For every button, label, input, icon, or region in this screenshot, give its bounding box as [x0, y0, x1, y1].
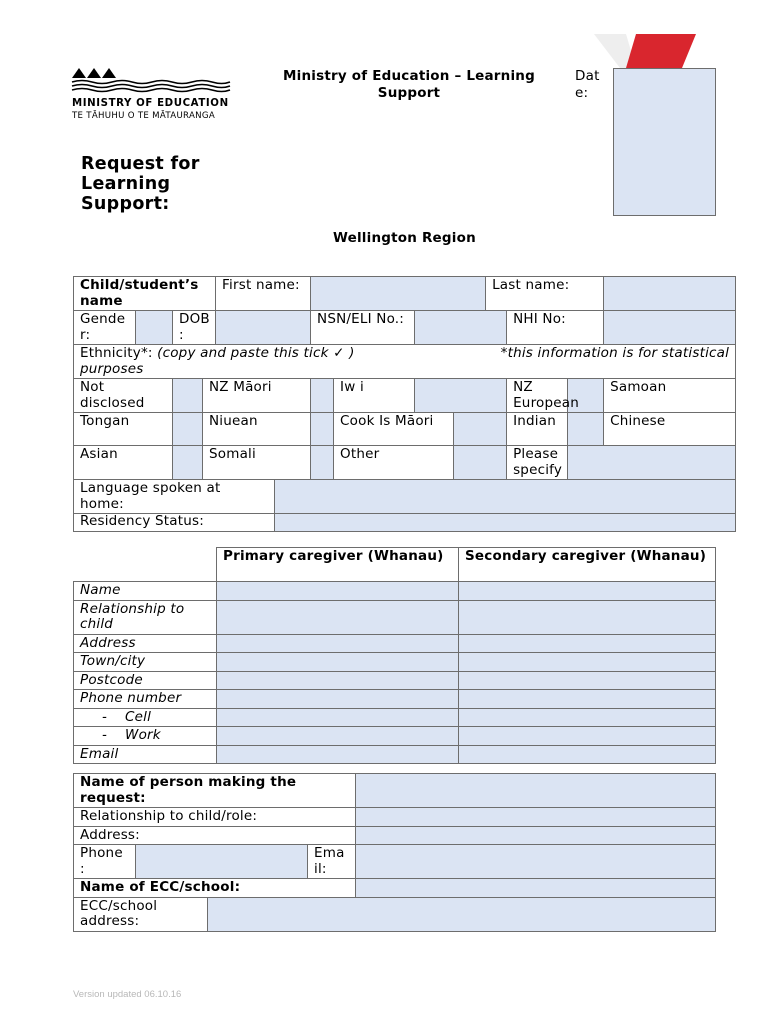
caregiver-row-label: - Cell [74, 708, 217, 727]
ethnicity-nz-maori: NZ Māori [203, 379, 311, 413]
ethnicity-nz-european: NZ European [507, 379, 568, 413]
ethnicity-niuean: Niuean [203, 413, 311, 446]
school-name-input[interactable] [356, 879, 716, 898]
caregiver-row-label: Address [74, 634, 217, 653]
school-name-label: Name of ECC/school: [74, 879, 356, 898]
caregiver-row-label: Name [74, 582, 217, 601]
iwi-input[interactable] [415, 379, 507, 413]
requester-name-input[interactable] [356, 774, 716, 808]
primary-postcode-input[interactable] [217, 671, 459, 690]
caregiver-row-label: Postcode [74, 671, 217, 690]
caregiver-row-label: Phone number [74, 690, 217, 709]
ethnicity-iwi: Iw i [334, 379, 415, 413]
header-title-line1: Ministry of Education – Learning [283, 68, 535, 84]
primary-town-input[interactable] [217, 653, 459, 672]
tick-asian[interactable] [173, 446, 203, 480]
ethnicity-somali: Somali [203, 446, 311, 480]
ethnicity-not-disclosed: Not disclosed [74, 379, 173, 413]
secondary-phone-input[interactable] [459, 690, 716, 709]
secondary-relationship-input[interactable] [459, 600, 716, 634]
requester-email-input[interactable] [356, 845, 716, 879]
school-address-label: ECC/school address: [74, 897, 208, 931]
tick-cook-is-maori[interactable] [454, 413, 507, 446]
residency-label: Residency Status: [74, 514, 275, 532]
ethnicity-other: Other [334, 446, 454, 480]
caregiver-row-label: Relationship to child [74, 600, 217, 634]
ethnicity-samoan: Samoan [604, 379, 736, 413]
primary-relationship-input[interactable] [217, 600, 459, 634]
residency-input[interactable] [275, 514, 736, 532]
caregiver-row-label: - Work [74, 727, 217, 746]
header-title-line2: Support [377, 84, 441, 101]
caregiver-row-label: Town/city [74, 653, 217, 672]
ethnicity-hint: (copy and paste this tick ✓ ) [152, 345, 355, 361]
ethnicity-cook-is-maori: Cook Is Māori [334, 413, 454, 446]
please-specify-label: Please specify [507, 446, 568, 480]
requester-email-label: Ema il: [308, 845, 356, 879]
region-heading: Wellington Region [333, 230, 476, 246]
primary-name-input[interactable] [217, 582, 459, 601]
caregiver-row-label: Email [74, 745, 217, 764]
primary-cell-input[interactable] [217, 708, 459, 727]
gender-label: Gende r: [74, 311, 136, 345]
requester-relationship-label: Relationship to child/role: [74, 808, 356, 827]
requester-phone-label: Phone : [74, 845, 136, 879]
secondary-postcode-input[interactable] [459, 671, 716, 690]
caregiver-table [73, 547, 716, 764]
tick-somali[interactable] [311, 446, 334, 480]
corner-tag-icon [590, 34, 700, 70]
tick-niuean[interactable] [311, 413, 334, 446]
requester-relationship-input[interactable] [356, 808, 716, 827]
secondary-name-input[interactable] [459, 582, 716, 601]
ethnicity-label: Ethnicity*: [80, 345, 153, 361]
secondary-cell-input[interactable] [459, 708, 716, 727]
child-details-table [73, 276, 736, 532]
date-label: Dat e: [575, 68, 600, 101]
nhi-label: NHI No: [507, 311, 604, 345]
ethnicity-chinese: Chinese [604, 413, 736, 446]
ethnicity-asian: Asian [74, 446, 173, 480]
tick-other[interactable] [454, 446, 507, 480]
tick-not-disclosed[interactable] [173, 379, 203, 413]
secondary-caregiver-header: Secondary caregiver (Whanau) [459, 548, 716, 582]
requester-table [73, 773, 716, 932]
secondary-town-input[interactable] [459, 653, 716, 672]
ministry-name: MINISTRY OF EDUCATION [72, 98, 229, 109]
ministry-name-maori: TE TĀHUHU O TE MĀTAURANGA [72, 111, 216, 121]
nsn-label: NSN/ELI No.: [311, 311, 415, 345]
primary-email-input[interactable] [217, 745, 459, 764]
statistical-note: *this information is for statistical [500, 345, 730, 361]
dob-label: DOB : [173, 311, 216, 345]
secondary-address-input[interactable] [459, 634, 716, 653]
nhi-input[interactable] [604, 311, 736, 345]
ethnicity-header [74, 345, 736, 379]
requester-address-input[interactable] [356, 826, 716, 845]
secondary-work-input[interactable] [459, 727, 716, 746]
ethnicity-indian: Indian [507, 413, 568, 446]
primary-caregiver-header: Primary caregiver (Whanau) [217, 548, 459, 582]
header-title [264, 68, 554, 101]
tick-indian[interactable] [568, 413, 604, 446]
language-label: Language spoken at home: [74, 480, 275, 514]
first-name-label: First name: [216, 277, 311, 311]
nsn-input[interactable] [415, 311, 507, 345]
ministry-logo [72, 66, 232, 122]
requester-name-label: Name of person making the request: [74, 774, 356, 808]
language-input[interactable] [275, 480, 736, 514]
ministry-logo-icon [72, 66, 232, 96]
version-footer: Version updated 06.10.16 [73, 989, 182, 1000]
requester-address-label: Address: [74, 826, 356, 845]
primary-phone-input[interactable] [217, 690, 459, 709]
tick-tongan[interactable] [173, 413, 203, 446]
child-name-label: Child/student’s name [74, 277, 216, 311]
statistical-note-cont: purposes [80, 360, 144, 377]
school-address-input[interactable] [208, 897, 716, 931]
first-name-input[interactable] [311, 277, 486, 311]
requester-phone-input[interactable] [136, 845, 308, 879]
ethnicity-tongan: Tongan [74, 413, 173, 446]
primary-address-input[interactable] [217, 634, 459, 653]
form-title: Request for Learning Support: [81, 154, 200, 214]
gender-input[interactable] [136, 311, 173, 345]
date-input-box[interactable] [613, 68, 716, 216]
primary-work-input[interactable] [217, 727, 459, 746]
other-specify-input[interactable] [568, 446, 736, 480]
tick-nz-maori[interactable] [311, 379, 334, 413]
last-name-input[interactable] [604, 277, 736, 311]
dob-input[interactable] [216, 311, 311, 345]
secondary-email-input[interactable] [459, 745, 716, 764]
last-name-label: Last name: [486, 277, 604, 311]
